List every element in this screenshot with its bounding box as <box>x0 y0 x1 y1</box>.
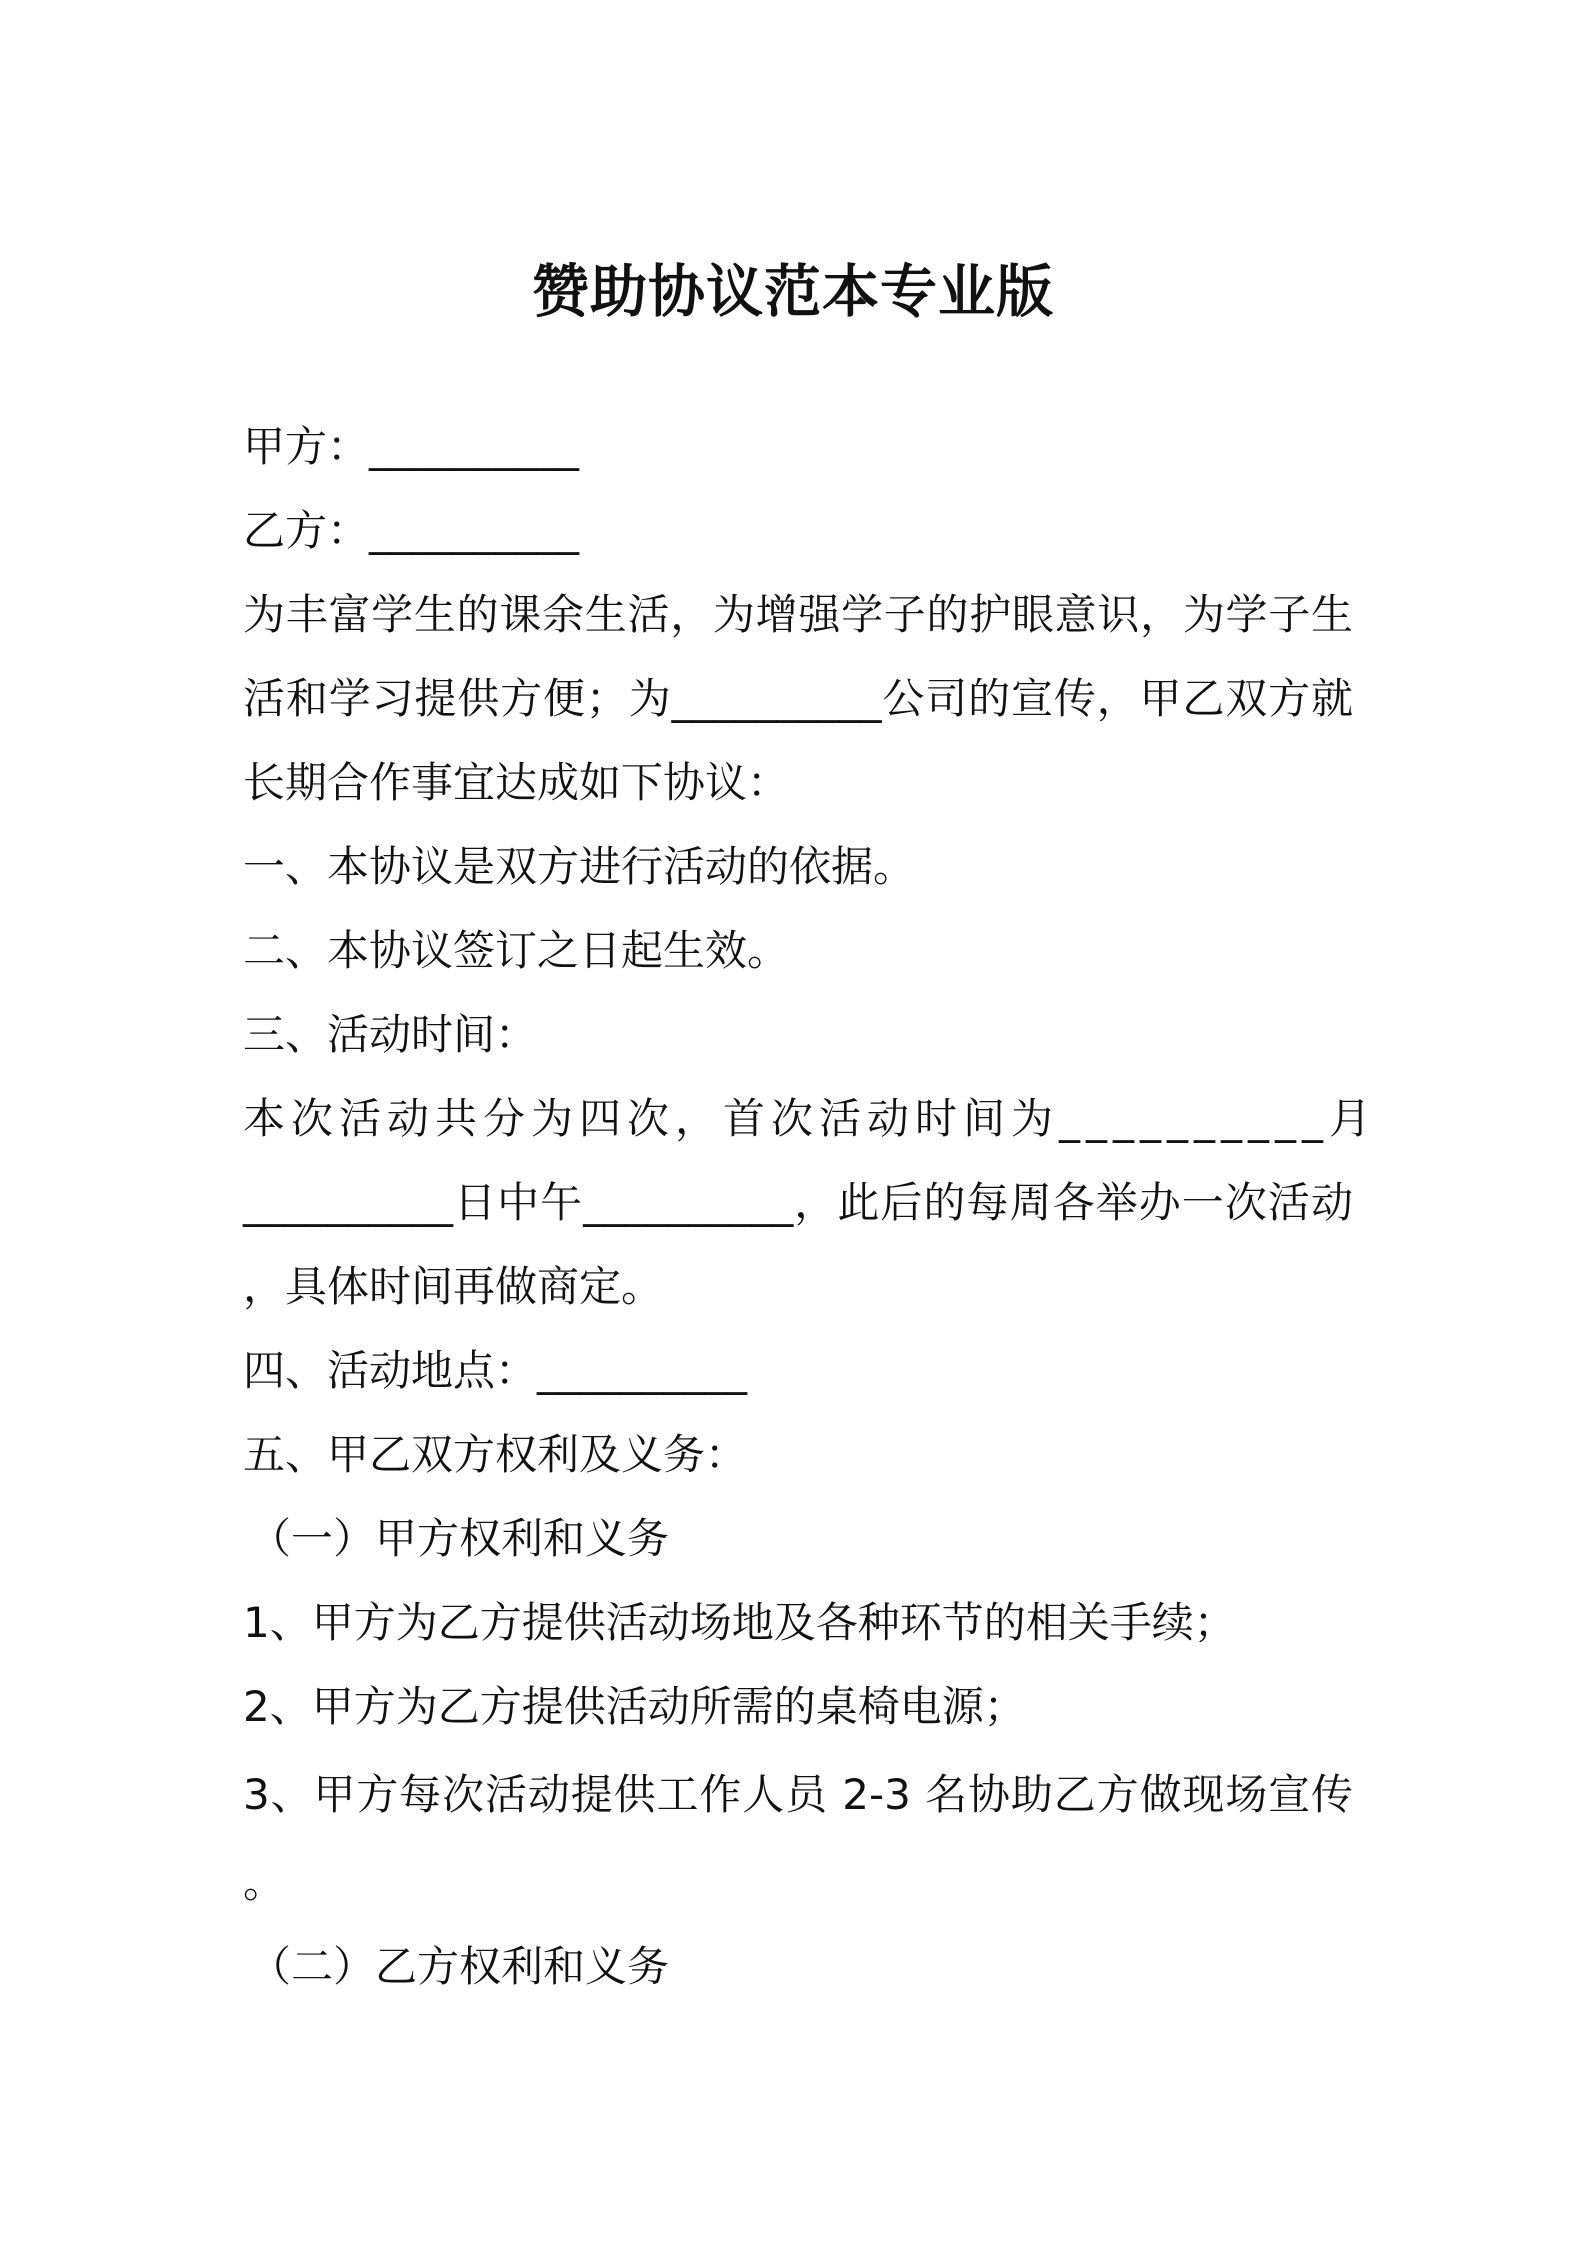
party-a-duty-3-end: 。 <box>243 1858 286 1907</box>
clause-3-line-3: ，具体时间再做商定。 <box>243 1262 664 1311</box>
clause-3-line-1: 本次活动共分为四次，首次活动时间为__________月 <box>243 1094 1378 1143</box>
party-a-duty-1: 1、甲方为乙方提供活动场地及各种环节的相关手续； <box>243 1598 1236 1647</box>
clause-3-line-2: __________日中午__________，此后的每周各举办一次活动 <box>243 1178 1353 1227</box>
party-a-duty-2: 2、甲方为乙方提供活动所需的桌椅电源； <box>243 1682 1026 1731</box>
preamble-line-1: 为丰富学生的课余生活，为增强学子的护眼意识，为学子生 <box>243 590 1353 639</box>
party-a-duty-3: 3、甲方每次活动提供工作人员 2-3 名协助乙方做现场宣传 <box>243 1770 1353 1819</box>
clause-4: 四、活动地点：__________ <box>243 1346 748 1395</box>
preamble-line-2: 活和学习提供方便；为__________公司的宣传，甲乙双方就 <box>243 674 1353 723</box>
party-b-duties-heading: （二）乙方权利和义务 <box>249 1942 670 1991</box>
document-body <box>243 405 1378 2009</box>
party-a-line: 甲方：__________ <box>243 422 580 471</box>
party-b-line: 乙方：__________ <box>243 506 580 555</box>
party-a-duties-heading: （一）甲方权利和义务 <box>249 1514 670 1563</box>
document-title: 赞助协议范本专业版 <box>532 259 1054 325</box>
clause-3-heading: 三、活动时间： <box>243 1010 538 1059</box>
clause-2: 二、本协议签订之日起生效。 <box>243 926 790 975</box>
clause-5-heading: 五、甲乙双方权利及义务： <box>243 1430 748 1479</box>
preamble-line-3: 长期合作事宜达成如下协议： <box>243 758 790 807</box>
clause-1: 一、本协议是双方进行活动的依据。 <box>243 842 916 891</box>
